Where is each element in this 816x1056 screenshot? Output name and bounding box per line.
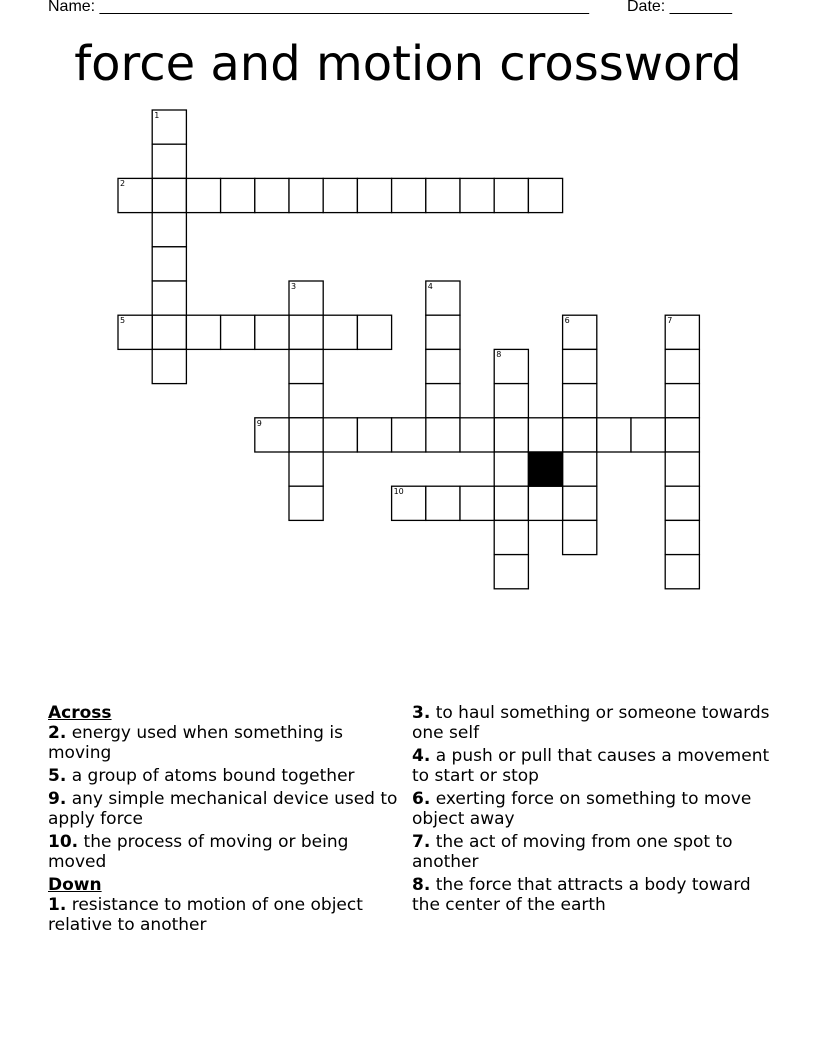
crossword-cell[interactable]: [289, 349, 323, 383]
clue-number: 4.: [412, 746, 431, 766]
crossword-cell[interactable]: [357, 418, 391, 452]
clue-text: the act of moving from one spot to another: [412, 832, 733, 872]
crossword-cell[interactable]: [494, 178, 528, 212]
cell-number-3: 3: [291, 282, 297, 291]
date-field[interactable]: Date: _______: [627, 0, 732, 15]
cell-number-4: 4: [427, 282, 433, 291]
crossword-cell[interactable]: [665, 418, 699, 452]
crossword-cell[interactable]: [221, 178, 255, 212]
cell-number-7: 7: [667, 316, 673, 326]
crossword-cell[interactable]: [289, 384, 323, 418]
clue-item: [412, 789, 772, 829]
crossword-cell[interactable]: [563, 520, 597, 554]
crossword-cell[interactable]: [665, 520, 699, 554]
clue-number: 7.: [412, 832, 431, 852]
clue-number: 3.: [412, 703, 431, 723]
clue-item: [412, 832, 772, 872]
crossword-cell[interactable]: [221, 315, 255, 349]
crossword-cell[interactable]: [152, 349, 186, 383]
crossword-cell[interactable]: [665, 452, 699, 486]
crossword-cell[interactable]: [289, 178, 323, 212]
clue-text: energy used when something is moving: [48, 723, 343, 763]
crossword-cell[interactable]: [152, 144, 186, 178]
cell-number-10: 10: [393, 487, 404, 497]
crossword-cell[interactable]: [426, 418, 460, 452]
name-field[interactable]: Name: _______________________________________________________: [48, 0, 589, 15]
crossword-cell[interactable]: [494, 452, 528, 486]
crossword-cell[interactable]: [494, 520, 528, 554]
cell-number-1: 1: [154, 111, 160, 120]
cell-number-2: 2: [120, 179, 126, 189]
crossword-cell[interactable]: [289, 452, 323, 486]
cell-number-9: 9: [256, 418, 262, 428]
clue-number: 10.: [48, 832, 79, 852]
clue-text: the force that attracts a body toward the center of the earth: [412, 875, 751, 915]
crossword-cell[interactable]: [255, 315, 289, 349]
crossword-cell[interactable]: [186, 178, 220, 212]
down-heading: Down: [48, 875, 102, 895]
crossword-cell[interactable]: [563, 384, 597, 418]
clue-item: [412, 746, 772, 786]
crossword-cell[interactable]: [665, 486, 699, 520]
crossword-cell[interactable]: [357, 315, 391, 349]
clue-item: [48, 789, 398, 829]
crossword-cell[interactable]: [460, 486, 494, 520]
clue-item: [48, 766, 398, 786]
clue-text: exerting force on something to move object away: [412, 789, 752, 829]
crossword-cell[interactable]: [563, 452, 597, 486]
crossword-cell[interactable]: [631, 418, 665, 452]
crossword-cell[interactable]: [152, 178, 186, 212]
across-clue-list: [48, 723, 398, 872]
crossword-cell[interactable]: [563, 418, 597, 452]
clue-item: [48, 895, 398, 935]
clue-number: 1.: [48, 895, 67, 915]
clue-text: the process of moving or being moved: [48, 832, 349, 872]
crossword-cell[interactable]: [323, 418, 357, 452]
cell-number-6: 6: [564, 316, 570, 326]
crossword-cell[interactable]: [152, 315, 186, 349]
crossword-cell[interactable]: [323, 315, 357, 349]
crossword-cell[interactable]: [528, 486, 562, 520]
crossword-cell[interactable]: [665, 384, 699, 418]
crossword-cell[interactable]: [494, 418, 528, 452]
crossword-cell[interactable]: [426, 349, 460, 383]
clues-right-column: [412, 703, 772, 918]
clue-number: 6.: [412, 789, 431, 809]
crossword-cell[interactable]: [289, 315, 323, 349]
clue-item: [48, 723, 398, 763]
crossword-cell[interactable]: [426, 486, 460, 520]
crossword-cell[interactable]: [289, 418, 323, 452]
crossword-cell[interactable]: [323, 178, 357, 212]
crossword-cell[interactable]: [152, 247, 186, 281]
crossword-cell[interactable]: [460, 178, 494, 212]
clues-left-column: [48, 703, 398, 938]
crossword-cell[interactable]: [494, 486, 528, 520]
page-title: force and motion crossword: [74, 36, 742, 92]
cell-number-8: 8: [496, 350, 502, 360]
clue-item: [48, 832, 398, 872]
crossword-cell[interactable]: [186, 315, 220, 349]
clue-item: [412, 875, 772, 915]
crossword-cell[interactable]: [528, 418, 562, 452]
crossword-cell[interactable]: [597, 418, 631, 452]
crossword-cell[interactable]: [460, 418, 494, 452]
crossword-cell[interactable]: [665, 349, 699, 383]
crossword-cell[interactable]: [255, 178, 289, 212]
clue-text: any simple mechanical device used to apply force: [48, 789, 398, 829]
cell-number-5: 5: [120, 316, 126, 326]
crossword-cell[interactable]: [563, 349, 597, 383]
crossword-cell[interactable]: [392, 178, 426, 212]
across-heading: Across: [48, 703, 112, 723]
crossword-cell[interactable]: [426, 315, 460, 349]
crossword-cell[interactable]: [665, 555, 699, 589]
blocked-cell: [528, 452, 562, 486]
crossword-cell[interactable]: [494, 555, 528, 589]
crossword-cell[interactable]: [494, 384, 528, 418]
clue-number: 9.: [48, 789, 67, 809]
crossword-cell[interactable]: [152, 213, 186, 247]
crossword-cell[interactable]: [563, 486, 597, 520]
down-clue-list: [48, 895, 398, 935]
crossword-cell[interactable]: [357, 178, 391, 212]
clue-item: [412, 703, 772, 743]
crossword-cell[interactable]: [528, 178, 562, 212]
crossword-cell[interactable]: [426, 384, 460, 418]
down-clue-list-continued: [412, 703, 772, 915]
clue-text: a group of atoms bound together: [66, 766, 355, 786]
clue-number: 5.: [48, 766, 67, 786]
clue-text: resistance to motion of one object relative to another: [48, 895, 363, 935]
clue-number: 2.: [48, 723, 67, 743]
clue-text: a push or pull that causes a movement to start or stop: [412, 746, 770, 786]
crossword-cell[interactable]: [289, 486, 323, 520]
crossword-cell[interactable]: [392, 418, 426, 452]
clue-number: 8.: [412, 875, 431, 895]
crossword-cell[interactable]: [426, 178, 460, 212]
crossword-cell[interactable]: [152, 281, 186, 315]
clue-text: to haul something or someone towards one self: [412, 703, 770, 743]
